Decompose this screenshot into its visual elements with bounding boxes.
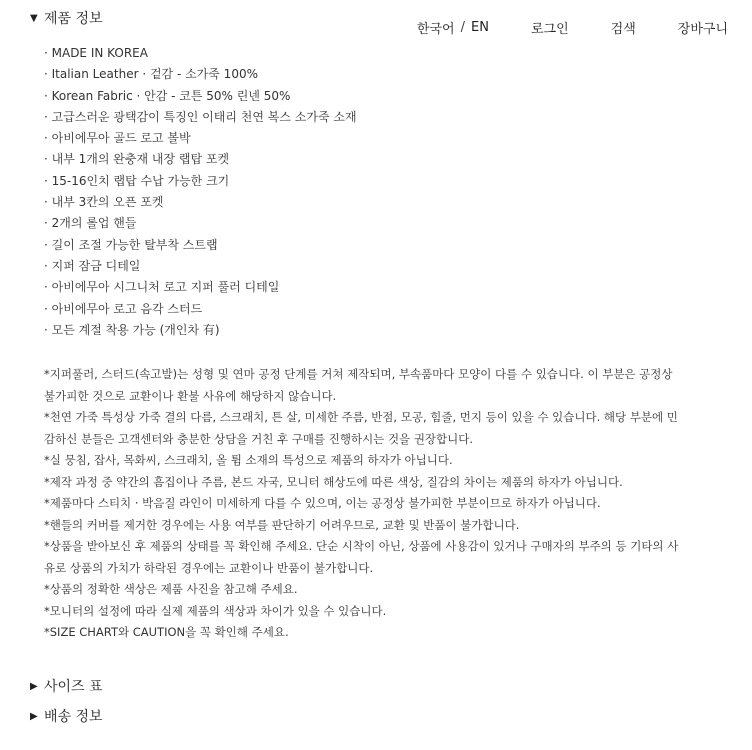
spec-item: · 지퍼 잠금 디테일 xyxy=(44,258,141,273)
spec-item: · 내부 1개의 완충재 내장 랩탑 포켓 xyxy=(44,152,230,167)
product-notes xyxy=(44,364,734,644)
note-line: 감하신 분들은 고객센터와 충분한 상담을 거친 후 구매를 진행하시는 것을 권장합니다. xyxy=(44,431,474,446)
note-line: *상품의 정확한 색상은 제품 사진을 참고해 주세요. xyxy=(44,582,298,596)
shipping-info-title: 배송 정보 xyxy=(44,709,103,725)
spec-item: · 아비에무아 로고 음각 스터드 xyxy=(44,301,203,316)
cart-link[interactable]: 장바구니 xyxy=(677,22,728,37)
note-line: *천연 가죽 특성상 가죽 결의 다름, 스크래치, 튼 살, 미세한 주름, 반점, 모공, 힘줄, 먼지 등이 있을 수 있습니다. 해당 부분에 민 xyxy=(44,410,678,424)
spec-item: · 고급스러운 광택감이 특징인 이태리 천연 복스 소가죽 소재 xyxy=(44,109,357,124)
product-info-title: 제품 정보 xyxy=(44,11,103,27)
language-switcher xyxy=(417,18,489,37)
product-info-toggle[interactable] xyxy=(30,8,103,28)
note-line: *실 뭉침, 잡사, 목화씨, 스크래치, 올 튐 소재의 특성으로 제품의 하자가 아닙니다. xyxy=(44,453,453,467)
product-spec-list xyxy=(44,43,357,341)
note-line: *핸들의 커버를 제거한 경우에는 사용 여부를 판단하기 어려우므로, 교환 및 반품이 불가합니다. xyxy=(44,517,520,532)
spec-item: · 2개의 롤업 핸들 xyxy=(44,216,137,231)
login-link[interactable]: 로그인 xyxy=(530,22,569,37)
spec-item: · 내부 3칸의 오픈 포켓 xyxy=(44,195,164,210)
language-korean-link[interactable]: 한국어 xyxy=(416,22,455,37)
shipping-info-toggle[interactable] xyxy=(30,706,103,726)
note-line: 유로 상품의 가치가 하락된 경우에는 교환이나 반품이 불가합니다. xyxy=(44,560,374,575)
spec-item: · Korean Fabric · 안감 - 코튼 50% 린넨 50% xyxy=(44,88,291,103)
note-line: 불가피한 것으로 교환이나 환불 사유에 해당하지 않습니다. xyxy=(44,388,337,403)
triangle-down-icon: ▼ xyxy=(30,12,38,24)
size-chart-toggle[interactable] xyxy=(30,676,103,696)
triangle-right-icon: ▶ xyxy=(30,710,38,722)
search-link[interactable]: 검색 xyxy=(610,22,636,37)
spec-item: · MADE IN KOREA xyxy=(44,46,148,60)
spec-item: · 15-16인치 랩탑 수납 가능한 크기 xyxy=(44,173,230,188)
note-line: *제품마다 스티치 · 박음질 라인이 미세하게 다를 수 있으며, 이는 공정상 불가피한 부분이므로 하자가 아닙니다. xyxy=(44,496,601,510)
note-line: *제작 과정 중 약간의 흠집이나 주름, 본드 자국, 모니터 해상도에 따른 색상, 질감의 차이는 제품의 하자가 아닙니다. xyxy=(44,474,623,489)
spec-item: · Italian Leather · 겉감 - 소가죽 100% xyxy=(44,67,258,82)
spec-item: · 길이 조절 가능한 탈부착 스트랩 xyxy=(44,237,218,252)
spec-item: · 아비에무아 시그니처 로고 지퍼 풀러 디테일 xyxy=(44,280,280,295)
language-english-link[interactable]: EN xyxy=(471,20,489,35)
note-line: *모니터의 설정에 따라 실제 제품의 색상과 차이가 있을 수 있습니다. xyxy=(44,603,387,618)
note-line: *상품을 받아보신 후 제품의 상태를 꼭 확인해 주세요. 단순 시착이 아닌, 상품에 사용감이 있거나 구매자의 부주의 등 기타의 사 xyxy=(44,539,679,553)
size-chart-title: 사이즈 표 xyxy=(44,679,103,695)
note-line: *SIZE CHART와 CAUTION을 꼭 확인해 주세요. xyxy=(44,625,289,639)
top-nav xyxy=(417,18,728,37)
spec-item: · 아비에무아 골드 로고 볼박 xyxy=(44,131,191,146)
spec-item: · 모든 계절 착용 가능 (개인차 有) xyxy=(44,322,220,337)
triangle-right-icon: ▶ xyxy=(30,680,38,692)
note-line: *지퍼풀러, 스터드(속고발)는 성형 및 연마 공정 단계를 거쳐 제작되며, 부속품마다 모양이 다를 수 있습니다. 이 부분은 공정상 xyxy=(44,367,673,381)
language-separator: / xyxy=(460,20,465,35)
